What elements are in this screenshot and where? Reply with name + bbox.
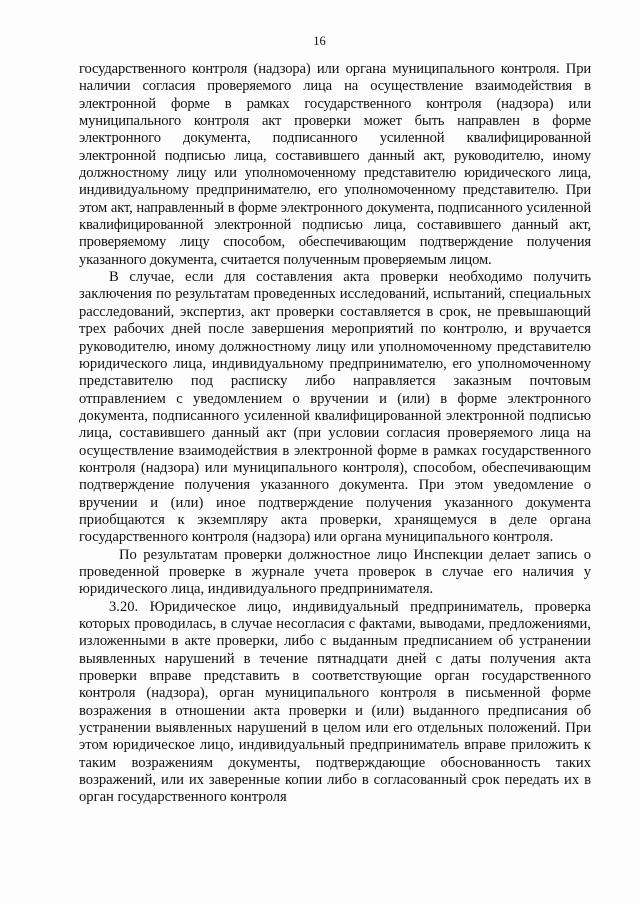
- paragraph-expert-conclusions: В случае, если для составления акта проверки необходимо получить заключения по результатам проведенных исследований, испытаний, специальных расследований, экспертиз, акт проверки составляется в срок, не превышающий трех рабочих дней после завершения мероприятий по контролю, и вручается руководителю, иному должностному лицу или уполномоченному представителю юридического лица, индивидуальному предпринимателю, его уполномоченному представителю под расписку либо направляется заказным почтовым отправлением с уведомлением о вручении и (или) в форме электронного документа, подписанного усиленной квалифицированной электронной подписью лица, составившего данный акт (при условии согласия проверяемого лица на осуществление взаимодействия в электронной форме в рамках государственного контроля (надзора) или муниципального контроля), способом, обеспечивающим подтверждение получения указанного документа. При этом уведомление о вручении и (или) иное подтверждение получения указанного документа приобщаются к экземпляру акта проверки, хранящемуся в деле органа государственного контроля (надзора) или органа муниципального контроля.: [79, 269, 591, 546]
- page-number: 16: [313, 34, 326, 48]
- paragraph-3-20-objections: 3.20. Юридическое лицо, индивидуальный предприниматель, проверка которых проводилась, в случае несогласия с фактами, выводами, предложениями, изложенными в акте проверки, либо с выданным предписанием об устранении выявленных нарушений в течение пятнадцати дней с даты получения акта проверки вправе представить в соответствующие орган государственного контроля (надзора), орган муниципального контроля в письменной форме возражения в отношении акта проверки и (или) выданного предписания об устранении выявленных нарушений в целом или его отдельных положений. При этом юридическое лицо, индивидуальный предприниматель вправе приложить к таким возражениям документы, подтверждающие обоснованность таких возражений, или их заверенные копии либо в согласованный срок передать их в орган государственного контроля: [79, 598, 591, 806]
- document-body: [79, 61, 591, 807]
- paragraph-electronic-act: государственного контроля (надзора) или органа муниципального контроля. При наличии согласия проверяемого лица на осуществление взаимодействия в электронной форме в рамках государственного контроля (надзора) или муниципального контроля акт проверки может быть направлен в форме электронного документа, подписанного усиленной квалифицированной электронной подписью лица, составившего данный акт, руководителю, иному должностному лицу или уполномоченному представителю юридического лица, индивидуальному предпринимателю, его уполномоченному представителю. При этом акт, направленный в форме электронного документа, подписанного усиленной квалифицированной электронной подписью лица, составившего данный акт, проверяемому лицу способом, обеспечивающим подтверждение получения указанного документа, считается полученным проверяемым лицом.: [79, 61, 591, 268]
- paragraph-inspection-journal: По результатам проверки должностное лицо Инспекции делает запись о проведенной проверке в журнале учета проверок в случае его наличия у юридического лица, индивидуального предпринимателя.: [79, 546, 591, 598]
